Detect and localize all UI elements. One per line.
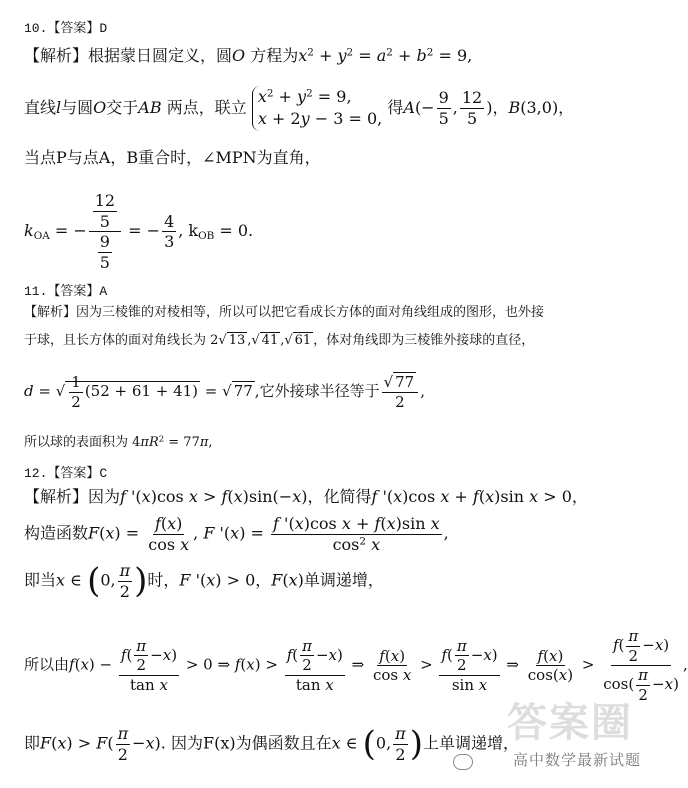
q11-line3: d = √ $\frac{1}{2}$ (52 + 61 + 41) = √ 77 ,它外接球半径等于 $\frac{√ 77}{2}$ , — [24, 373, 426, 411]
q12-line1: 【解析】因为f '(x)cos x > f(x)sin(−x)，化简得f '(x)cos x + f(x)sin x > 0， — [24, 487, 588, 506]
q11-line4: 所以球的表面积为 $4\pi R^2 = 77\pi$, — [24, 433, 213, 450]
q12-line2: 构造函数F(x) = $\frac{f(x)}{\text{cos x}}$ , F '(x) = $\frac{\text{f '(x)cos x + f(x)sin x}}{\cos^2 x}$ , — [24, 514, 449, 554]
q10-line2: 直线l与圆O交于AB 两点，联立 $x^2 + y^2 = 9$, x + 2y − 3 = 0, 得A(− $\frac{9}{5}$ , $\frac{12}{5}$ )，B(3,0)， — [24, 86, 574, 131]
q10-line4: $k_{OA}$ = − $\frac{\frac{12}{5}}{\frac{9}{5}}$ = − $\frac{4}{3}$ , $k_{OB} = 0$. — [24, 191, 254, 272]
q10-line1: 【解析】根据蒙日圆定义，圆O 方程为$x^2 + y^2 = a^2 + b^2 = 9$, — [24, 46, 473, 65]
q11-line1: 【解析】因为三棱锥的对棱相等，所以可以把它看成长方体的面对角线组成的图形，也外接 — [24, 305, 545, 320]
watermark-logo: 答案圈 — [507, 700, 633, 746]
q12-answer: 12.【答案】C — [24, 466, 108, 481]
watermark-text: 高中数学最新试题 — [512, 751, 641, 769]
q11-line2: 于球，且长方体的面对角线长为 2√ 13 ,√ 41 ,√ 61 ，体对角线即为三棱锥外接球的直径， — [24, 333, 535, 348]
q10-line3: 当点P与点A，B重合时，∠MPN为直角， — [24, 148, 321, 167]
q12-line3: 即当x ∈ (0, $\frac{\pi}{2}$ )时，F '(x) > 0，F(x)单调递增， — [24, 561, 384, 602]
q10-system: $x^2 + y^2 = 9$, x + 2y − 3 = 0, — [252, 86, 382, 131]
wechat-icon — [453, 754, 473, 770]
q10-answer: 10.【答案】D — [24, 21, 108, 36]
q12-line5: 即F(x) > F( $\frac{\pi}{2}$ −x). 因为F(x)为偶函数且在x ∈ (0, $\frac{\pi}{2}$ )上单调递增， — [24, 724, 519, 765]
q12-line4: 所以由f(x) − f( $\frac{\pi}{2}$ −x) tan x > 0 ⇒ f(x) > f( $\frac{\pi}{2}$ −x) tan x ⇒ $\frac{f(x)}{\text{cos x}}$ > f( $\frac{\pi}{2}$ −x) sin x ⇒ $\frac{f(x)}{\cos(x)}$ > f( $\frac{\pi}{2}$ −x) cos( $\frac{\pi}{2}$ −x) , — [24, 627, 688, 704]
q11-answer: 11.【答案】A — [24, 284, 108, 299]
